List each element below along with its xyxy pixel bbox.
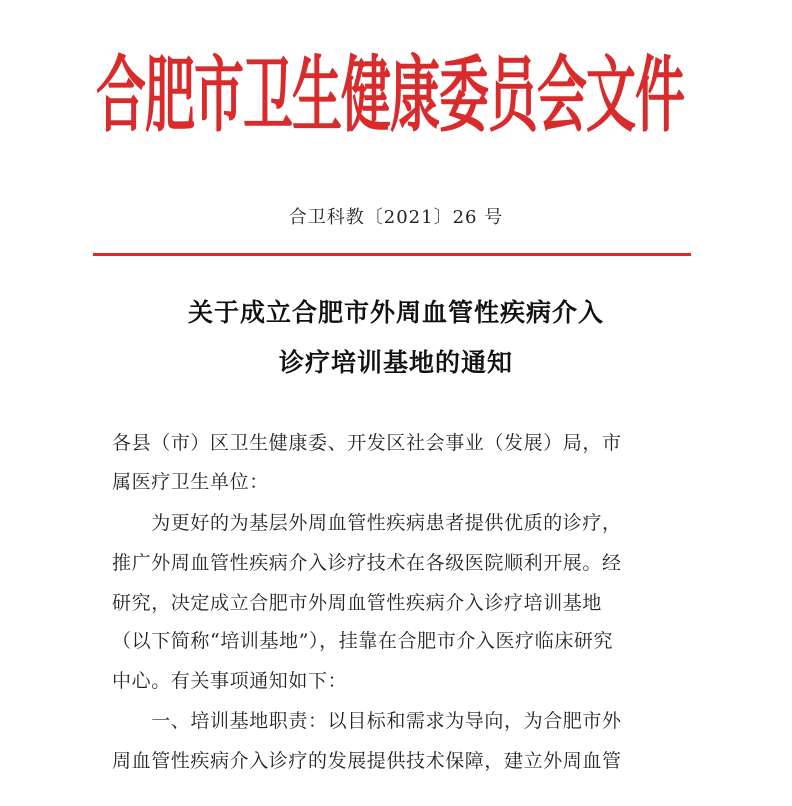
agency-header-title: 合肥市卫生健康委员会文件 [96,47,684,144]
body-line: 推广外周血管性疾病介入诊疗技术在各级医院顺利开展。经 [112,552,622,574]
body-line: 属医疗卫生单位： [112,471,269,493]
body-line: 为更好的为基层外周血管性疾病患者提供优质的诊疗， [112,512,622,534]
body-line: 周血管性疾病介入诊疗的发展提供技术保障，建立外周血管 [112,750,622,772]
red-divider-line [93,253,691,256]
body-line: 研究，决定成立合肥市外周血管性疾病介入诊疗培训基地 [112,592,603,614]
body-line: 各县（市）区卫生健康委、开发区社会事业（发展）局，市 [112,432,622,454]
body-line: （以下简称“培训基地”），挂靠在合肥市介入医疗临床研究 [112,630,614,652]
document-number: 合卫科教〔2021〕26 号 [288,207,504,228]
notice-title-line-2: 诊疗培训基地的通知 [278,348,513,377]
body-line: 中心。有关事项通知如下： [112,670,348,692]
body-line: 一、培训基地职责：以目标和需求为导向，为合肥市外 [112,710,622,732]
notice-title-line-1: 关于成立合肥市外周血管性疾病介入 [187,298,604,327]
